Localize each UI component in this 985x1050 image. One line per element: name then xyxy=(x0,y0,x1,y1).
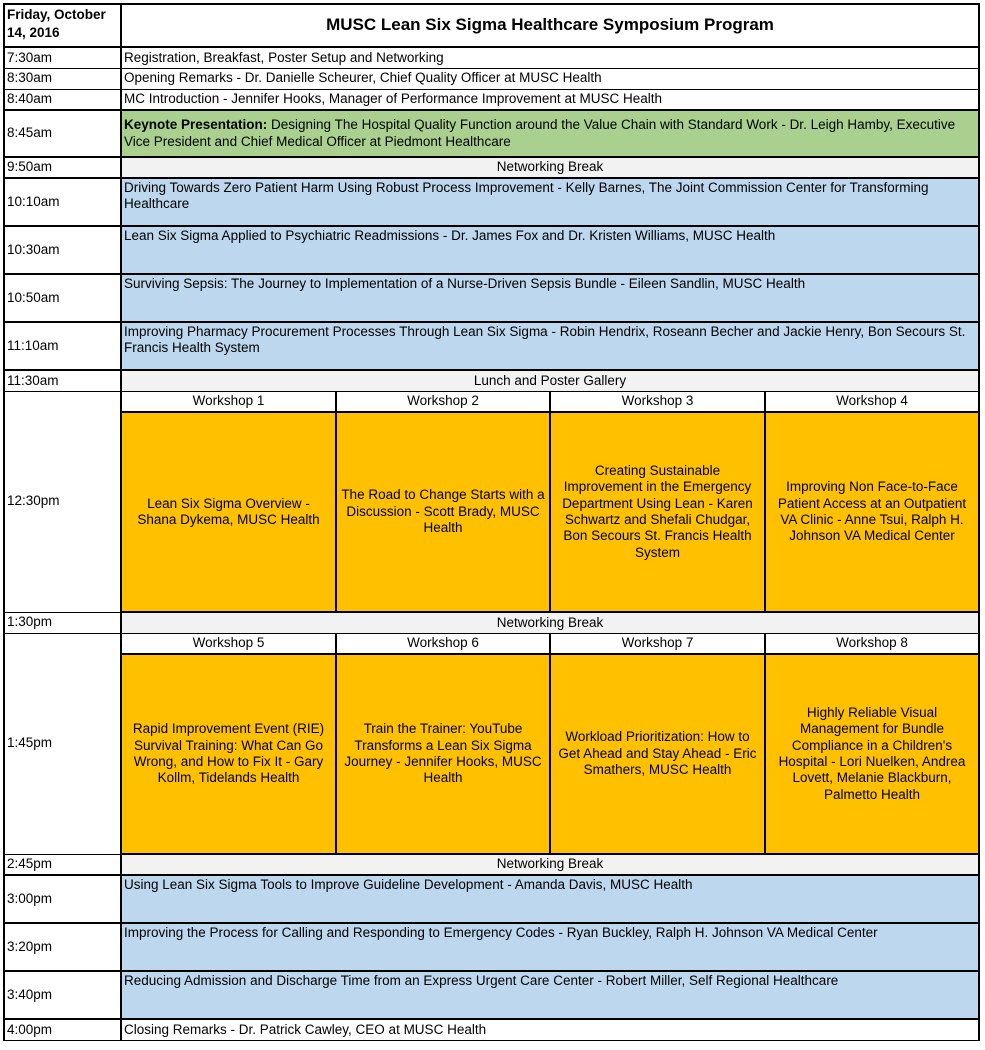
time-cell: 8:40am xyxy=(4,89,121,110)
schedule-row-break xyxy=(4,612,979,633)
time-cell: 11:30am xyxy=(4,370,121,391)
session-cell: Reducing Admission and Discharge Time from an Express Urgent Care Center - Robert Miller, Self Regional Healthcare xyxy=(121,971,979,1019)
event-cell: MC Introduction - Jennifer Hooks, Manager of Performance Improvement at MUSC Health xyxy=(121,89,979,110)
session-cell: Improving the Process for Calling and Responding to Emergency Codes - Ryan Buckley, Ralph H. Johnson VA Medical Center xyxy=(121,923,979,971)
header-row xyxy=(4,4,979,47)
session-cell: Improving Pharmacy Procurement Processes Through Lean Six Sigma - Robin Hendrix, Roseann Becher and Jackie Henry, Bon Secours St. Francis Health System xyxy=(121,322,979,370)
workshop-header-row xyxy=(4,391,979,412)
workshop-7-title: Workshop 7 xyxy=(550,633,765,654)
schedule-row-keynote xyxy=(4,110,979,157)
workshop-7-session: Workload Prioritization: How to Get Ahead and Stay Ahead - Eric Smathers, MUSC Health xyxy=(550,654,765,854)
workshop-2-title: Workshop 2 xyxy=(336,391,550,412)
time-cell: 10:10am xyxy=(4,178,121,226)
schedule-row xyxy=(4,923,979,971)
session-cell: Driving Towards Zero Patient Harm Using Robust Process Improvement - Kelly Barnes, The Joint Commission Center for Transforming Healthcare xyxy=(121,178,979,226)
workshop-6-session: Train the Trainer: YouTube Transforms a Lean Six Sigma Journey - Jennifer Hooks, MUSC Health xyxy=(336,654,550,854)
schedule-row xyxy=(4,274,979,322)
workshop-header-row xyxy=(4,633,979,654)
schedule-row xyxy=(4,178,979,226)
keynote-cell xyxy=(121,110,979,157)
time-cell: 3:40pm xyxy=(4,971,121,1019)
time-cell: 1:30pm xyxy=(4,612,121,633)
workshop-row xyxy=(4,412,979,612)
time-cell: 4:00pm xyxy=(4,1019,121,1040)
schedule-row xyxy=(4,1019,979,1040)
keynote-label: Keynote Presentation: xyxy=(124,117,268,133)
keynote-text: Designing The Hospital Quality Function around the Value Chain with Standard Work - Dr. Leigh Hamby, Executive Vice President and Chief Medical Officer at Piedmont Healthcare xyxy=(124,117,956,149)
schedule-row xyxy=(4,89,979,110)
schedule-row xyxy=(4,226,979,274)
session-cell: Using Lean Six Sigma Tools to Improve Guideline Development - Amanda Davis, MUSC Health xyxy=(121,875,979,923)
event-date: Friday, October 14, 2016 xyxy=(4,4,121,47)
workshop-6-title: Workshop 6 xyxy=(336,633,550,654)
time-cell: 9:50am xyxy=(4,157,121,178)
time-cell: 8:45am xyxy=(4,110,121,157)
break-cell: Networking Break xyxy=(121,854,979,875)
time-cell: 10:50am xyxy=(4,274,121,322)
time-cell: 8:30am xyxy=(4,68,121,89)
workshop-2-session: The Road to Change Starts with a Discussion - Scott Brady, MUSC Health xyxy=(336,412,550,612)
session-cell: Lean Six Sigma Applied to Psychiatric Readmissions - Dr. James Fox and Dr. Kristen Williams, MUSC Health xyxy=(121,226,979,274)
time-cell: 3:00pm xyxy=(4,875,121,923)
schedule-table xyxy=(3,3,980,1041)
schedule-row xyxy=(4,68,979,89)
schedule-row-break xyxy=(4,370,979,391)
workshop-3-title: Workshop 3 xyxy=(550,391,765,412)
break-cell: Networking Break xyxy=(121,157,979,178)
workshop-3-session: Creating Sustainable Improvement in the Emergency Department Using Lean - Karen Schwartz and Shefali Chudgar, Bon Secours St. Francis Health System xyxy=(550,412,765,612)
schedule-row-break xyxy=(4,157,979,178)
time-cell: 3:20pm xyxy=(4,923,121,971)
event-cell: Registration, Breakfast, Poster Setup and Networking xyxy=(121,47,979,68)
event-cell: Opening Remarks - Dr. Danielle Scheurer, Chief Quality Officer at MUSC Health xyxy=(121,68,979,89)
workshop-4-session: Improving Non Face-to-Face Patient Access at an Outpatient VA Clinic - Anne Tsui, Ralph H. Johnson VA Medical Center xyxy=(765,412,979,612)
workshop-row xyxy=(4,654,979,854)
lunch-cell: Lunch and Poster Gallery xyxy=(121,370,979,391)
time-cell: 10:30am xyxy=(4,226,121,274)
schedule-row xyxy=(4,47,979,68)
session-cell: Surviving Sepsis: The Journey to Implementation of a Nurse-Driven Sepsis Bundle - Eileen Sandlin, MUSC Health xyxy=(121,274,979,322)
workshop-1-session: Lean Six Sigma Overview - Shana Dykema, MUSC Health xyxy=(121,412,336,612)
schedule-row xyxy=(4,971,979,1019)
schedule-row xyxy=(4,322,979,370)
workshop-5-session: Rapid Improvement Event (RIE) Survival Training: What Can Go Wrong, and How to Fix It - Gary Kollm, Tidelands Health xyxy=(121,654,336,854)
page-title: MUSC Lean Six Sigma Healthcare Symposium Program xyxy=(121,4,979,47)
event-cell: Closing Remarks - Dr. Patrick Cawley, CEO at MUSC Health xyxy=(121,1019,979,1040)
workshop-4-title: Workshop 4 xyxy=(765,391,979,412)
schedule-row-break xyxy=(4,854,979,875)
time-cell: 7:30am xyxy=(4,47,121,68)
workshop-8-title: Workshop 8 xyxy=(765,633,979,654)
time-cell: 1:45pm xyxy=(4,633,121,854)
workshop-8-session: Highly Reliable Visual Management for Bundle Compliance in a Children's Hospital - Lori Nuelken, Andrea Lovett, Melanie Blackburn, Palmetto Health xyxy=(765,654,979,854)
break-cell: Networking Break xyxy=(121,612,979,633)
workshop-5-title: Workshop 5 xyxy=(121,633,336,654)
time-cell: 2:45pm xyxy=(4,854,121,875)
schedule-row xyxy=(4,875,979,923)
time-cell: 11:10am xyxy=(4,322,121,370)
workshop-1-title: Workshop 1 xyxy=(121,391,336,412)
time-cell: 12:30pm xyxy=(4,391,121,612)
